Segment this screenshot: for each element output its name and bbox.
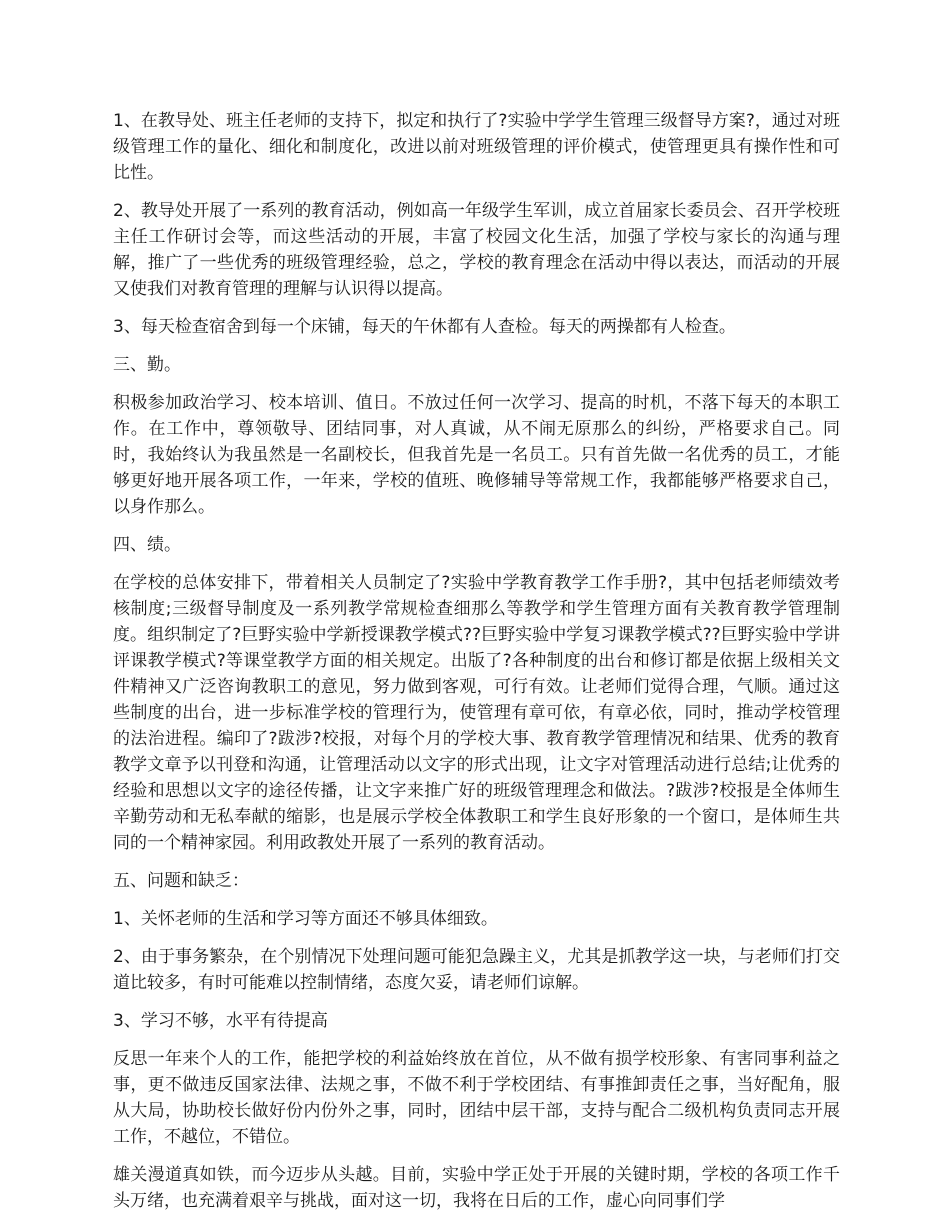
- paragraph-2: 2、教导处开展了一系列的教育活动，例如高一年级学生军训，成立首届家长委员会、召开学校班主任工作研讨会等，而这些活动的开展，丰富了校园文化生活，加强了学校与家长的沟通与理解，推广了一些优秀的班级管理经验，总之，学校的教育理念在活动中得以表达，而活动的开展又使我们对教育管理的理解与认识得以提高。: [113, 201, 840, 299]
- paragraph-6: 1、关怀老师的生活和学习等方面还不够具体细致。: [113, 909, 498, 929]
- section-heading-diligence: 三、勤。: [113, 355, 181, 375]
- section-heading-problems: 五、问题和缺乏：: [113, 871, 249, 891]
- paragraph-4: 积极参加政治学习、校本培训、值日。不放过任何一次学习、提高的时机，不落下每天的本职工作。在工作中，尊领敬导、团结同事，对人真诚，从不闹无原那么的纠纷，严格要求自己。同时，我始终认为我虽然是一名副校长，但我首先是一名员工。只有首先做一名优秀的员工，才能够更好地开展各项工作，一年来，学校的值班、晚修辅导等常规工作，我都能够严格要求自己，以身作那么。: [113, 393, 840, 517]
- paragraph-3: 3、每天检查宿舍到每一个床铺，每天的午休都有人查检。每天的两操都有人检查。: [113, 317, 736, 337]
- paragraph-9: 反思一年来个人的工作，能把学校的利益始终放在首位，从不做有损学校形象、有害同事利益之事，更不做违反国家法律、法规之事，不做不利于学校团结、有事推卸责任之事，当好配角，服从大局，协助校长做好份内份外之事，同时，团结中层干部，支持与配合二级机构负责同志开展工作，不越位，不错位。: [113, 1049, 840, 1147]
- document-body: [113, 108, 840, 1226]
- paragraph-1: 1、在教导处、班主任老师的支持下，拟定和执行了?实验中学学生管理三级督导方案?，通过对班级管理工作的量化、细化和制度化，改进以前对班级管理的评价模式，使管理更具有操作性和可比性。: [113, 111, 840, 183]
- paragraph-7: 2、由于事务繁杂，在个别情况下处理问题可能犯急躁主义，尤其是抓教学这一块，与老师们打交道比较多，有时可能难以控制情绪，态度欠妥，请老师们谅解。: [113, 947, 840, 993]
- paragraph-5: 在学校的总体安排下，带着相关人员制定了?实验中学教育教学工作手册?，其中包括老师绩效考核制度;三级督导制度及一系列教学常规检查细那么等教学和学生管理方面有关教育教学管理制度。组织制定了?巨野实验中学新授课教学模式??巨野实验中学复习课教学模式??巨野实验中学讲评课教学模式?等课堂教学方面的相关规定。出版了?各种制度的出台和修订都是依据上级相关文件精神又广泛咨询教职工的意见，努力做到客观，可行有效。让老师们觉得合理，气顺。通过这些制度的出台，进一步标准学校的管理行为，使管理有章可依，有章必依，同时，推动学校管理的法治进程。编印了?跋涉?校报，对每个月的学校大事、教育教学管理情况和结果、优秀的教育教学文章予以刊登和沟通，让管理活动以文字的形式出现，让文字对管理活动进行总结;让优秀的经验和思想以文字的途径传播，让文字来推广好的班级管理理念和做法。?跋涉?校报是全体师生辛勤劳动和无私奉献的缩影，也是展示学校全体教职工和学生良好形象的一个窗口，是体师生共同的一个精神家园。利用政教处开展了一系列的教育活动。: [113, 573, 840, 853]
- paragraph-8: 3、学习不够，水平有待提高: [113, 1011, 328, 1031]
- section-heading-achievements: 四、绩。: [113, 535, 181, 555]
- paragraph-10: 雄关漫道真如铁，而今迈步从头越。目前，实验中学正处于开展的关键时期，学校的各项工作千头万绪，也充满着艰辛与挑战，面对这一切，我将在日后的工作，虚心向同事们学: [113, 1165, 840, 1211]
